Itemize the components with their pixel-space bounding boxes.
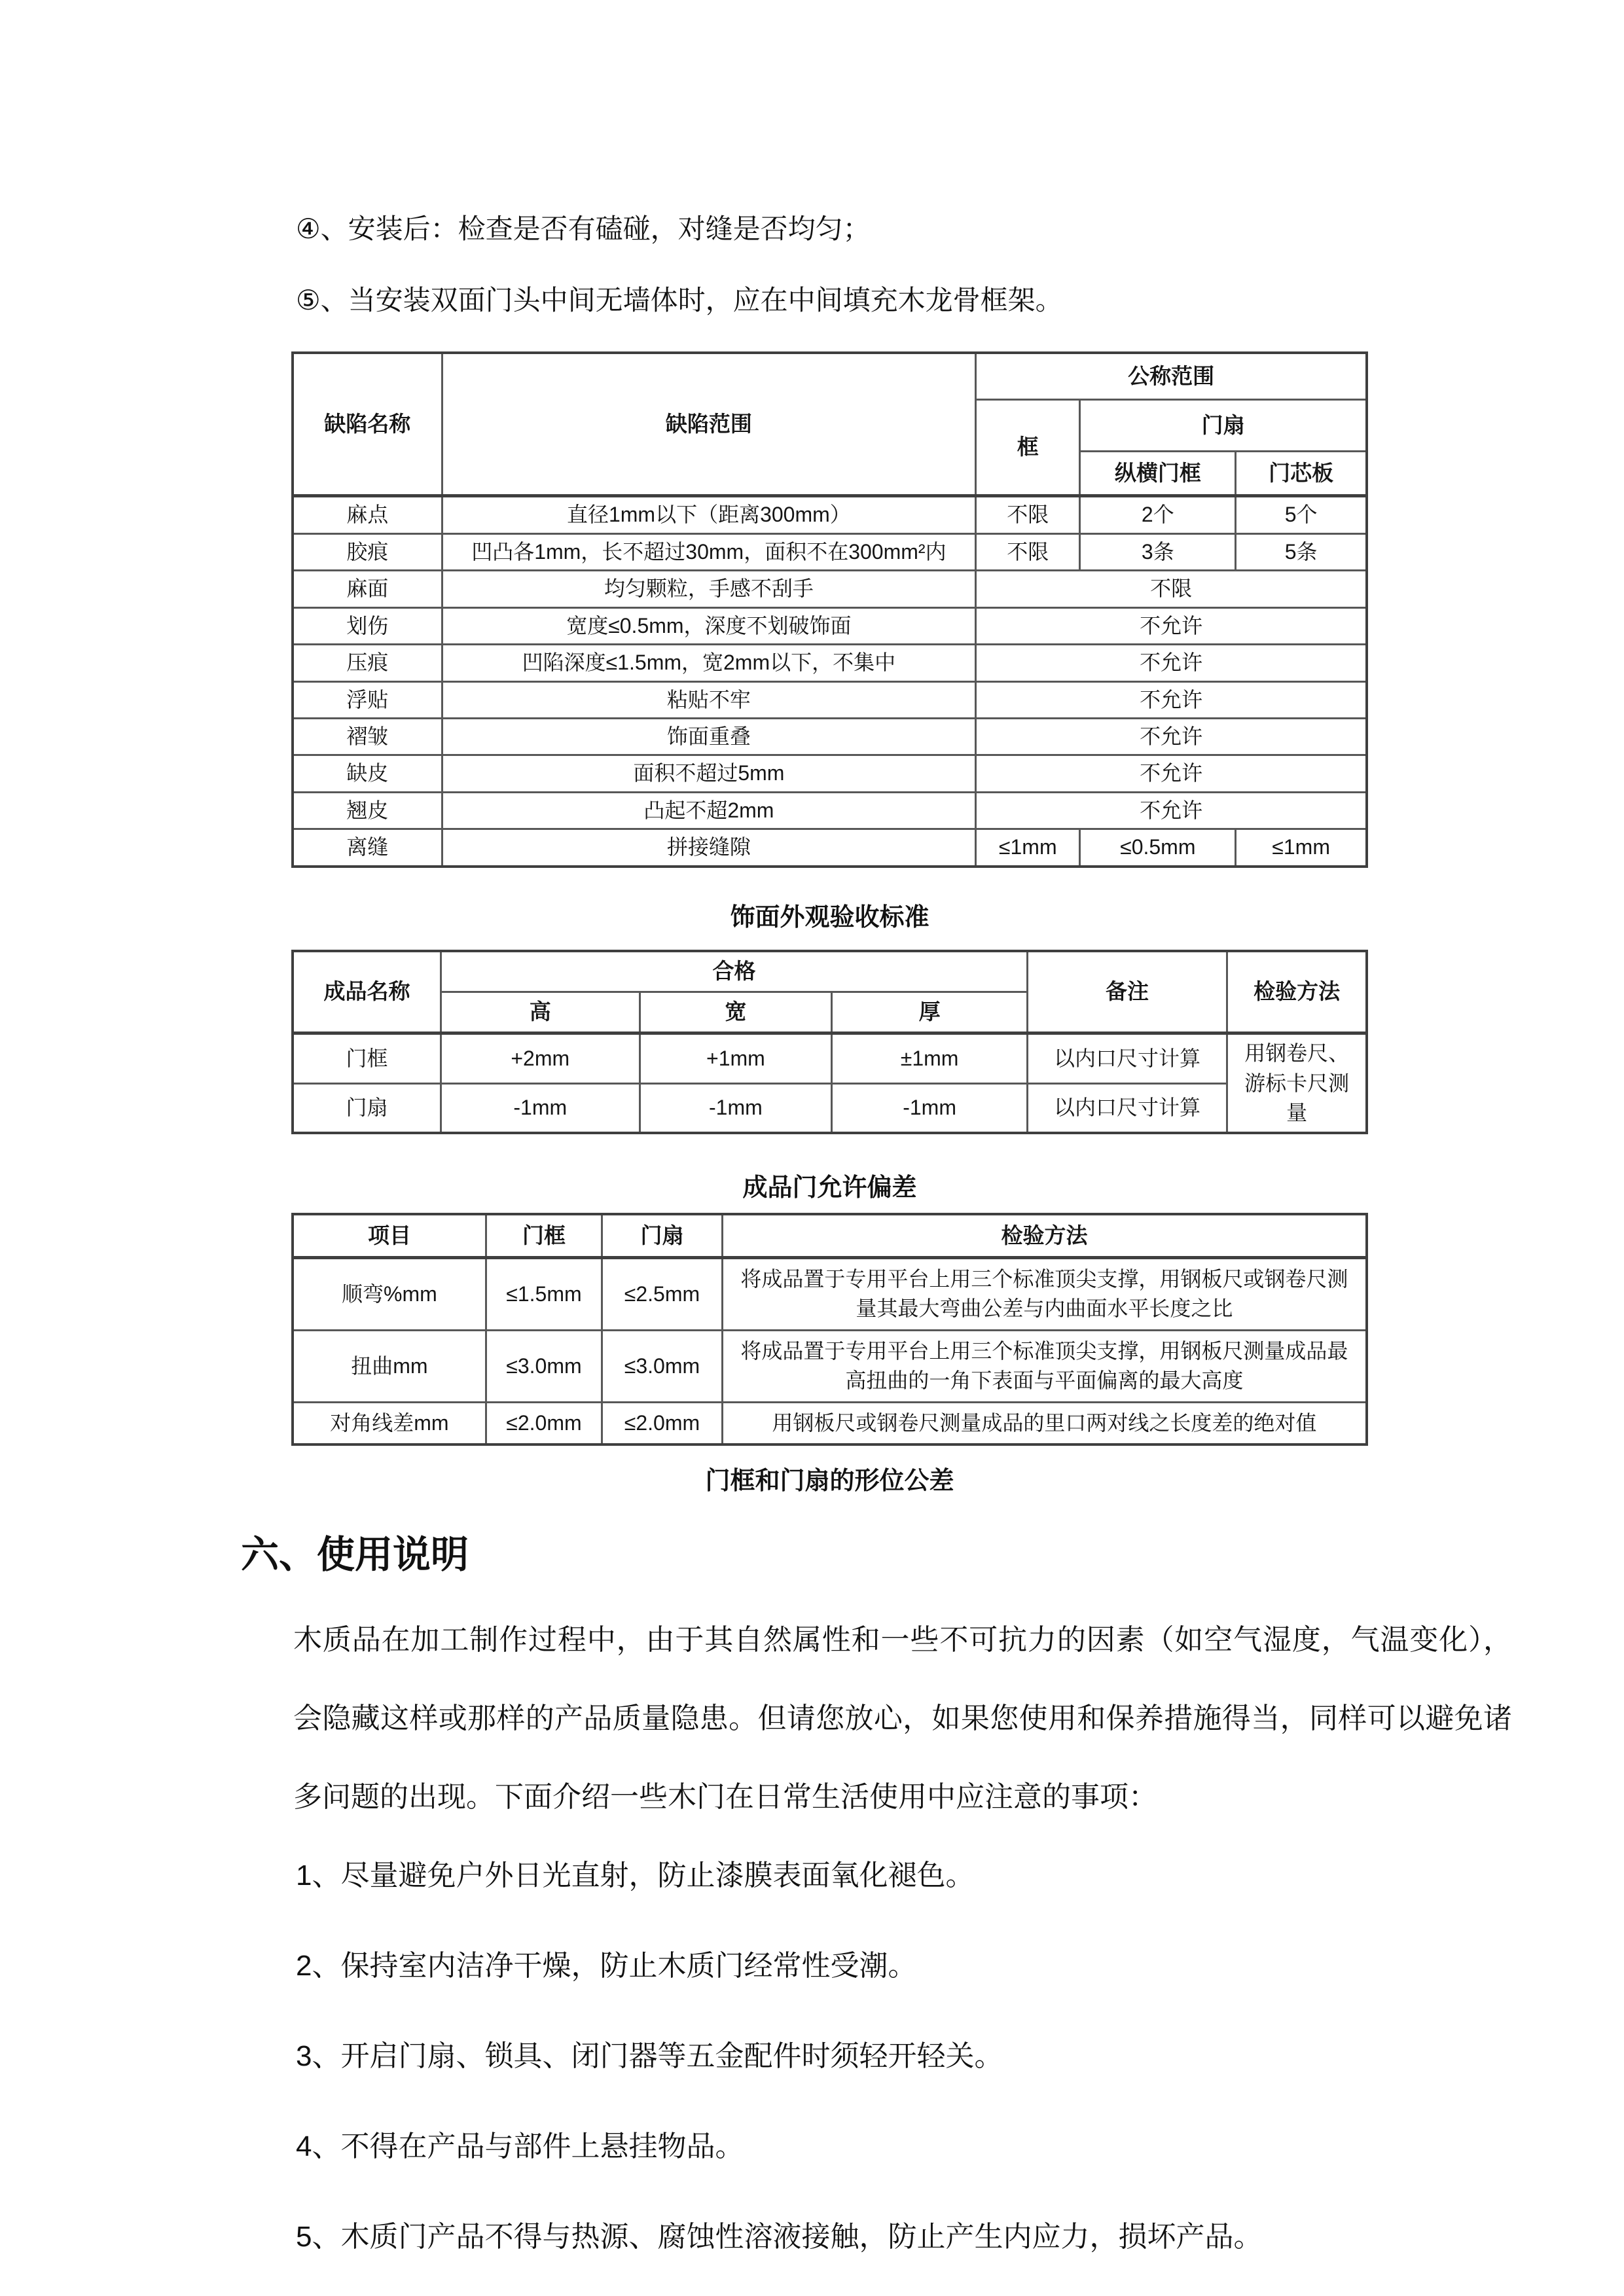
table-row xyxy=(293,1257,1367,1330)
header-door-leaf: 门扇 xyxy=(1080,400,1367,452)
tolerance-table-caption: 门框和门扇的形位公差 xyxy=(705,1467,954,1496)
table-cell: 以内口尺寸计算 xyxy=(1027,1033,1227,1084)
table-header-row xyxy=(293,951,1367,992)
usage-item: 1、尽量避免户外日光直射，防止漆膜表面氧化褪色。 xyxy=(296,1859,975,1892)
table-cell: 顺弯%mm xyxy=(293,1257,486,1330)
table-row xyxy=(293,571,1367,607)
table-row xyxy=(293,829,1367,867)
table-cell: 用钢板尺或钢卷尺测量成品的里口两对线之长度差的绝对值 xyxy=(722,1402,1367,1444)
table-cell: 均匀颗粒，手感不刮手 xyxy=(442,571,976,607)
header-height: 高 xyxy=(441,992,640,1033)
table-cell: +1mm xyxy=(640,1033,832,1084)
table-cell: ≤2.5mm xyxy=(602,1257,723,1330)
header-method: 检验方法 xyxy=(1227,951,1367,1033)
table-cell: 面积不超过5mm xyxy=(442,755,976,792)
table-cell: ≤3.0mm xyxy=(486,1330,602,1402)
usage-item: 5、木质门产品不得与热源、腐蚀性溶液接触，防止产生内应力，损坏产品。 xyxy=(296,2221,1263,2253)
usage-item: 2、保持室内洁净干燥，防止木质门经常性受潮。 xyxy=(296,1950,917,1982)
table-cell: 不限 xyxy=(976,533,1080,570)
header-nominal-range: 公称范围 xyxy=(976,353,1367,400)
table-cell: -1mm xyxy=(640,1083,832,1133)
header-leaf: 门扇 xyxy=(602,1214,723,1258)
table-cell: 5个 xyxy=(1236,496,1367,533)
usage-paragraph: 木质品在加工制作过程中，由于其自然属性和一些不可抗力的因素（如空气湿度，气温变化），会隐藏这样或那样的产品质量隐患。但请您放心，如果您使用和保养措施得当，同样可以避免诸多问题的出现。下面介绍一些木门在日常生活使用中应注意的事项： xyxy=(293,1624,1512,1814)
defects-table xyxy=(291,351,1368,867)
usage-item: 4、不得在产品与部件上悬挂物品。 xyxy=(296,2130,744,2163)
table-row xyxy=(293,645,1367,681)
table-header-row xyxy=(293,1214,1367,1258)
table-cell: 门框 xyxy=(293,1033,441,1084)
table-cell: 缺皮 xyxy=(293,755,442,792)
header-product-name: 成品名称 xyxy=(293,951,441,1033)
table-cell: 拼接缝隙 xyxy=(442,829,976,867)
header-core-board: 门芯板 xyxy=(1236,452,1367,496)
table-row xyxy=(293,1402,1367,1444)
tolerance-table xyxy=(291,1213,1368,1446)
header-width: 宽 xyxy=(640,992,832,1033)
table-row xyxy=(293,496,1367,533)
header-thickness: 厚 xyxy=(832,992,1028,1033)
table-cell: 2个 xyxy=(1080,496,1236,533)
table-cell: 浮贴 xyxy=(293,681,442,718)
table-cell: ≤0.5mm xyxy=(1080,829,1236,867)
table-cell: 凹陷深度≤1.5mm，宽2mm以下，不集中 xyxy=(442,645,976,681)
table-cell: -1mm xyxy=(441,1083,640,1133)
table-cell: ±1mm xyxy=(832,1033,1028,1084)
header-item: 项目 xyxy=(293,1214,486,1258)
table-cell: ≤1.5mm xyxy=(486,1257,602,1330)
table-row xyxy=(293,1033,1367,1084)
defects-table-caption: 饰面外观验收标准 xyxy=(730,903,929,931)
table-cell: 凸起不超2mm xyxy=(442,792,976,829)
table-cell-merged: 不允许 xyxy=(976,755,1367,792)
table-cell: 门扇 xyxy=(293,1083,441,1133)
table-cell: ≤2.0mm xyxy=(602,1402,723,1444)
table-row xyxy=(293,1330,1367,1402)
table-cell-merged: 用钢卷尺、游标卡尺测量 xyxy=(1227,1033,1367,1134)
table-cell: 扭曲mm xyxy=(293,1330,486,1402)
table-cell: ≤1mm xyxy=(976,829,1080,867)
table-row xyxy=(293,533,1367,570)
note-line-5: ⑤、当安装双面门头中间无墙体时，应在中间填充木龙骨框架。 xyxy=(296,284,1063,315)
table-row xyxy=(293,1083,1367,1133)
table-cell: 胶痕 xyxy=(293,533,442,570)
table-row xyxy=(293,681,1367,718)
header-qualified: 合格 xyxy=(441,951,1027,992)
table-cell: 饰面重叠 xyxy=(442,719,976,755)
table-row xyxy=(293,755,1367,792)
table-cell: 麻点 xyxy=(293,496,442,533)
table-cell-merged: 不允许 xyxy=(976,607,1367,644)
table-cell-merged: 不允许 xyxy=(976,645,1367,681)
table-cell: +2mm xyxy=(441,1033,640,1084)
header-method: 检验方法 xyxy=(722,1214,1367,1258)
deviation-table xyxy=(291,950,1368,1134)
table-cell-merged: 不允许 xyxy=(976,719,1367,755)
table-cell: 直径1mm以下（距离300mm） xyxy=(442,496,976,533)
header-vh-frame: 纵横门框 xyxy=(1080,452,1236,496)
table-cell: 宽度≤0.5mm，深度不划破饰面 xyxy=(442,607,976,644)
table-cell: 不限 xyxy=(976,496,1080,533)
table-cell: ≤2.0mm xyxy=(486,1402,602,1444)
table-cell: 对角线差mm xyxy=(293,1402,486,1444)
table-cell: 将成品置于专用平台上用三个标准顶尖支撑，用钢板尺测量成品最高扭曲的一角下表面与平面偏离的最大高度 xyxy=(722,1330,1367,1402)
table-row xyxy=(293,607,1367,644)
header-frame: 框 xyxy=(976,400,1080,496)
table-cell: 压痕 xyxy=(293,645,442,681)
usage-list xyxy=(0,1854,1624,2259)
table-cell: -1mm xyxy=(832,1083,1028,1133)
table-cell: 翘皮 xyxy=(293,792,442,829)
deviation-table-caption: 成品门允许偏差 xyxy=(742,1174,917,1202)
table-cell: 麻面 xyxy=(293,571,442,607)
table-cell: 5条 xyxy=(1236,533,1367,570)
table-cell: 粘贴不牢 xyxy=(442,681,976,718)
header-remark: 备注 xyxy=(1027,951,1227,1033)
header-defect-name: 缺陷名称 xyxy=(293,353,442,496)
note-line-4: ④、安装后：检查是否有磕碰，对缝是否均匀； xyxy=(296,213,871,244)
table-cell: 凹凸各1mm，长不超过30mm，面积不在300mm²内 xyxy=(442,533,976,570)
table-cell: 3条 xyxy=(1080,533,1236,570)
table-cell: 划伤 xyxy=(293,607,442,644)
table-cell: 离缝 xyxy=(293,829,442,867)
table-cell: ≤1mm xyxy=(1236,829,1367,867)
table-row xyxy=(293,792,1367,829)
header-defect-range: 缺陷范围 xyxy=(442,353,976,496)
table-header-row xyxy=(293,353,1367,400)
table-cell: 将成品置于专用平台上用三个标准顶尖支撑，用钢板尺或钢卷尺测量其最大弯曲公差与内曲面水平长度之比 xyxy=(722,1257,1367,1330)
table-cell: ≤3.0mm xyxy=(602,1330,723,1402)
table-cell: 以内口尺寸计算 xyxy=(1027,1083,1227,1133)
usage-item: 3、开启门扇、锁具、闭门器等五金配件时须轻开轻关。 xyxy=(296,2040,1003,2073)
install-notes xyxy=(0,0,1624,319)
table-cell: 褶皱 xyxy=(293,719,442,755)
header-frame: 门框 xyxy=(486,1214,602,1258)
table-cell-merged: 不允许 xyxy=(976,792,1367,829)
table-row xyxy=(293,719,1367,755)
table-cell-merged: 不限 xyxy=(976,571,1367,607)
table-cell-merged: 不允许 xyxy=(976,681,1367,718)
usage-heading: 六、使用说明 xyxy=(241,1533,469,1576)
